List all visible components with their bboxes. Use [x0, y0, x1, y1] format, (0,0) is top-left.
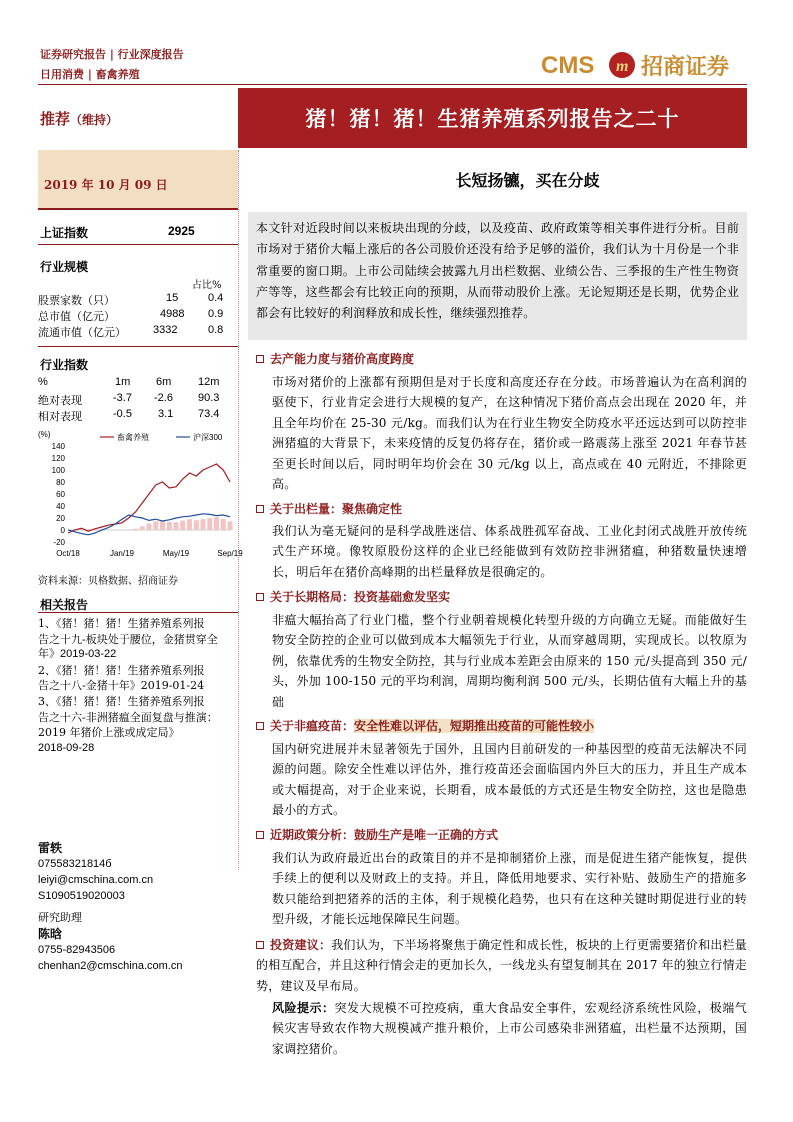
investment-advice	[256, 935, 747, 996]
x-tick-label: May/19	[162, 549, 190, 558]
relative-bar	[160, 520, 165, 530]
y-tick-label: 80	[56, 478, 65, 487]
row-label: 相对表现	[38, 410, 82, 423]
bullet-icon	[256, 593, 264, 601]
row-pct: 0.8	[208, 324, 224, 336]
relative-bar	[167, 522, 172, 530]
risk-body: 突发大规模不可控疫病，重大食品安全事件，宏观经济系统性风险，极端气候灾害导致农作物大规模减产推升粮价，上市公司感染非洲猪瘟，出栏量不达预期，国家调控猪价。	[272, 1001, 747, 1056]
chart-ylabel: (%)	[38, 430, 51, 439]
section-head-rest: 鼓励生产是唯一正确的方式	[354, 828, 499, 842]
section-body: 非瘟大幅抬高了行业门槛，整个行业朝着规模化转型升级的方向确立无疑。而能做好生物安全防控的企业可以做到成本大幅领先于行业，从而穿越周期，实现成长。以牧原为例，依靠优秀的生物安全防控，其与行业成本差距会由原来的 150 元/头提高到 350 元/头，外加 100-150 元的平均利润，周期均衡利润 500 元/头，长期估值有大幅上升的基础	[272, 613, 747, 709]
related-line: 2018-09-28	[38, 741, 95, 754]
legend-swine: 畜禽养殖	[117, 433, 149, 442]
related-line: 3、《猪！猪！猪！生猪养殖系列报	[38, 694, 205, 708]
relative-bar	[194, 520, 199, 530]
col-header: 12m	[198, 376, 220, 388]
divider	[38, 612, 238, 613]
analyst-name: 雷轶	[38, 841, 63, 855]
index-value: 2925	[168, 224, 195, 238]
perf-header	[38, 376, 238, 392]
relative-bar	[153, 521, 158, 530]
row-value: -0.5	[113, 408, 132, 420]
analyst-phone: 07558321814б	[38, 858, 112, 870]
relative-bar	[140, 526, 145, 530]
analyst-email[interactable]: leiyi@cmschina.com.cn	[38, 874, 154, 886]
rating-sub: （维持）	[70, 113, 119, 127]
section-head-rest: 安全性难以评估，短期推出疫苗的可能性较小	[354, 719, 595, 733]
section-head-rest: 聚焦确定性	[342, 502, 403, 516]
y-tick-label: 120	[51, 454, 65, 463]
perf-title: 行业指数	[40, 358, 89, 372]
y-tick-label: 20	[56, 514, 65, 523]
report-type: 证券研究报告 | 行业深度报告	[40, 48, 184, 61]
related-line: 年》2019-03-22	[38, 648, 117, 661]
col-header: %	[38, 376, 48, 388]
divider	[38, 346, 238, 347]
row-value: 4988	[160, 308, 185, 320]
rating-label: 推荐	[40, 110, 71, 128]
table-row	[38, 292, 238, 308]
row-label: 流通市值（亿元）	[38, 326, 126, 339]
analyst-cert: S1090519020003	[38, 890, 125, 902]
section-heading	[256, 826, 498, 843]
logo-mark: m	[616, 58, 629, 75]
rating	[40, 108, 118, 129]
relative-bar	[207, 518, 212, 530]
row-value: 15	[166, 292, 179, 304]
investment-body: 我们认为，下半场将聚焦于确定性和成长性，板块的上行更需要猪价和出栏量的相互配合，并且这种行情会走的更加长久，一线龙头有望复制其在 2017 年的独立行情走势，建议及早布局。	[256, 938, 747, 993]
risk-head: 风险提示：	[272, 1001, 335, 1015]
x-tick-label: Oct/18	[56, 549, 80, 558]
y-tick-label: 0	[60, 526, 65, 535]
bullet-icon	[256, 505, 264, 513]
relative-bar	[187, 519, 192, 530]
section-head-rest: 投资基础愈发坚实	[354, 590, 451, 604]
section-heading	[256, 500, 402, 517]
related-line: 告之十六-非洲猪瘟全面复盘与推演：	[38, 710, 218, 724]
bullet-icon	[256, 722, 264, 730]
col-header: 6m	[156, 376, 172, 388]
report-title: 猪！猪！猪！生猪养殖系列报告之二十	[238, 88, 747, 148]
report-date: 2019 年 10 月 09 日	[44, 178, 168, 192]
risk-warning	[272, 998, 747, 1059]
row-value: 3332	[153, 324, 178, 336]
assistant-name: 陈晗	[38, 927, 63, 941]
related-line: 告之十九-板块处于腰位，金猪贯穿全	[38, 632, 218, 646]
sidebar-rule	[38, 208, 238, 210]
row-value: -3.7	[113, 392, 132, 404]
related-title: 相关报告	[40, 598, 89, 612]
row-value: 90.3	[198, 392, 220, 404]
section-head-text: 关于非瘟疫苗：	[270, 719, 355, 733]
related-line: 1、《猪！猪！猪！生猪养殖系列报	[38, 617, 205, 630]
relative-bar	[180, 521, 185, 530]
section-body: 我们认为毫无疑问的是科学战胜迷信、体系战胜孤军奋战、工业化封闭式战胜开放传统式生产环境。像牧原股份这样的企业已经能做到有效防控非洲猪瘟，种猪数量快速增长，明后年在猪价高峰期的出栏量释放是很确定的。	[272, 524, 747, 579]
index-label: 上证指数	[40, 226, 89, 240]
legend-hs300: 沪深300	[193, 433, 223, 442]
row-value: 73.4	[198, 408, 220, 420]
related-item[interactable]	[38, 694, 238, 756]
section-body: 市场对猪价的上涨都有预期但是对于长度和高度还存在分歧。市场普遍认为在高利润的驱使下，行业肯定会进行大规模的复产，在这种情况下猪价高点会出现在 2020 年，并且全年均价在 25-30 元/kg。而我们认为在行业生物安全防疫水平还远达到可以防控非洲猪瘟的大背景下，未来疫情的反复仍将存在，猪价或一路震荡上涨至 2021 年春节甚至更长时间以后，同时明年均价会在 30 元/kg 以上，高点或在 40 元附近，不排除更高。	[272, 375, 747, 492]
y-tick-label: 140	[51, 442, 65, 451]
section-head-text: 去产能力度与猪价高度跨度	[270, 352, 415, 366]
y-tick-label: -20	[53, 538, 65, 547]
cms-logo	[541, 46, 746, 84]
relative-bar	[201, 519, 206, 530]
col-header: 1m	[115, 376, 131, 388]
column-divider	[238, 150, 239, 870]
table-row	[38, 392, 238, 408]
assistant-title: 研究助理	[38, 911, 82, 924]
assistant-email[interactable]: chenhan2@cmschina.com.cn	[38, 960, 183, 972]
section-heading	[256, 350, 414, 367]
section-body: 我们认为政府最近出台的政策目的并不是抑制猪价上涨，而是促进生猪产能恢复，提供手续上的便利以及财政上的支持。并且，降低用地要求、实行补贴、鼓励生产的措施多数只能给到把猪养的活的主体，利于规模化趋势，也只有在这种关键时期促进行业的转型升级，才能长远地保障民生问题。	[272, 851, 747, 927]
relative-bar	[147, 523, 152, 530]
row-pct: 0.4	[208, 292, 224, 304]
section-head-text: 关于出栏量：	[270, 502, 343, 516]
section-heading	[256, 717, 594, 734]
industry-category: 日用消费 | 畜禽养殖	[40, 68, 140, 81]
table-row	[38, 408, 238, 424]
row-label: 总市值（亿元）	[38, 310, 115, 323]
bullet-icon	[256, 355, 264, 363]
bullet-icon	[256, 941, 264, 949]
table-row	[38, 308, 238, 324]
related-item[interactable]	[38, 616, 238, 663]
x-tick-label: Sep/19	[217, 549, 243, 558]
analyst-block	[38, 840, 238, 974]
series-line	[68, 464, 230, 533]
section-body: 国内研究进展并未显著领先于国外，且国内目前研发的一种基因型的疫苗无法解决不同源的问题。除安全性难以评估外，推行疫苗还会面临国内外巨大的压力，并且生产成本或大幅提高，对于企业来说，长期看，成本最低的方式还是生物安全防控，这也是隐患最小的方式。	[272, 742, 747, 818]
table-row	[38, 324, 238, 340]
investment-head: 投资建议：	[270, 938, 332, 952]
relative-bar	[106, 529, 111, 530]
relative-bar	[133, 529, 138, 530]
row-value: 3.1	[158, 408, 174, 420]
report-subtitle: 长短扬镳，买在分歧	[455, 170, 600, 190]
performance-chart	[38, 428, 243, 560]
scale-header: 占比%	[192, 280, 222, 291]
bullet-icon	[256, 831, 264, 839]
section-head-text: 关于长期格局：	[270, 590, 355, 604]
related-item[interactable]	[38, 663, 238, 694]
header-rule	[38, 84, 747, 85]
related-line: 告之十八-金猪十年》2019-01-24	[38, 679, 205, 693]
logo-cn: 招商证券	[641, 54, 730, 80]
row-value: -2.6	[154, 392, 173, 404]
chart-source: 资料来源：贝格数据、招商证券	[38, 576, 178, 587]
section-head-text: 近期政策分析：	[270, 828, 355, 842]
row-label: 股票家数（只）	[38, 294, 115, 307]
y-tick-label: 100	[51, 466, 65, 475]
related-line: 2019 年猪价上涨或成定局》	[38, 726, 180, 740]
y-tick-label: 60	[56, 490, 65, 499]
divider	[38, 244, 238, 245]
logo-text: CMS	[541, 52, 595, 79]
relative-bar	[214, 517, 219, 530]
x-tick-label: Jan/19	[109, 549, 135, 558]
related-reports	[38, 616, 238, 756]
relative-bar	[228, 521, 233, 530]
row-pct: 0.9	[208, 308, 224, 320]
related-line: 2、《猪！猪！猪！生猪养殖系列报	[38, 663, 205, 677]
row-label: 绝对表现	[38, 394, 82, 407]
scale-title: 行业规模	[40, 260, 89, 274]
relative-bar	[221, 519, 226, 530]
section-heading	[256, 588, 450, 605]
y-tick-label: 40	[56, 502, 65, 511]
abstract: 本文针对近段时间以来板块出现的分歧，以及疫苗、政府政策等相关事件进行分析。目前市场对于猪价大幅上涨后的各公司股价还没有给予足够的溢价，我们认为十月份是一个非常重要的窗口期。上市公司陆续会披露九月出栏数据、业绩公告、三季报的生产性生物资产等等，这些都会有比较正向的预期，从而带动股价上涨。无论短期还是长期，优势企业都会有比较好的利润释放和成长性，继续强烈推荐。	[248, 212, 747, 340]
assistant-phone: 0755-82943506	[38, 944, 116, 956]
relative-bar	[174, 522, 179, 530]
